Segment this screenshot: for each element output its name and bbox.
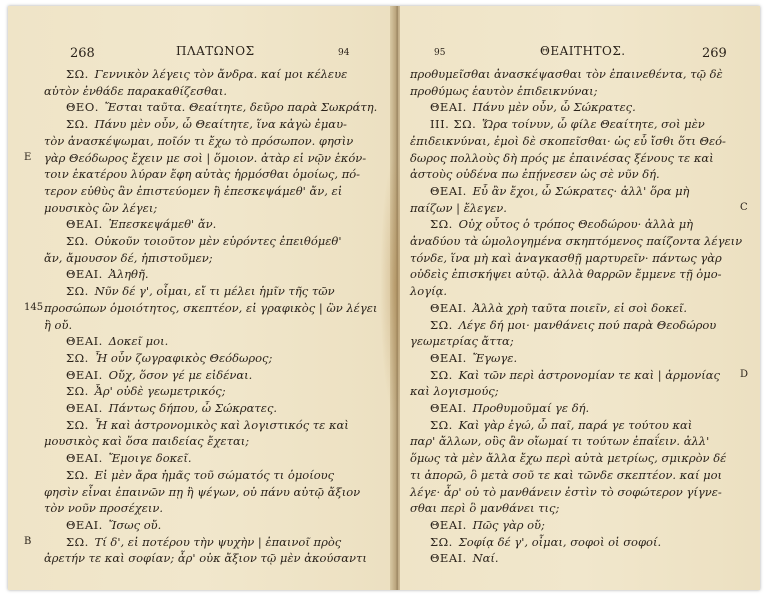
- text-line: [410, 467, 722, 483]
- speaker-label: ΣΩ.: [66, 534, 89, 549]
- line-text: ἀρετήν τε καὶ σοφίαν; ἆρ' οὐκ ἄξιον τῷ μὲν ἀκούσαντι: [44, 551, 367, 566]
- text-line: [66, 233, 342, 249]
- text-line: [430, 99, 636, 115]
- speaker-label: ΘΕΑΙ.: [430, 100, 467, 115]
- text-line: [66, 534, 341, 550]
- text-line: [66, 367, 252, 383]
- line-text: Νῦν δέ γ', οἶμαι, εἴ τι μέλει ἡμῖν τῆς τῶν: [94, 284, 335, 299]
- line-text: τερον εὐθὺς ἂν ἐπιστεύομεν ἢ ἐπεσκεψάμεθ' ἄν, εἰ: [44, 183, 343, 198]
- speaker-label: ΣΩ.: [66, 417, 89, 432]
- margin-marker: E: [24, 151, 32, 163]
- text-line: [44, 433, 249, 449]
- text-line: [430, 317, 716, 333]
- speaker-label: ΣΩ.: [66, 234, 89, 248]
- stephanus-number: 94: [338, 48, 350, 58]
- text-line: [430, 417, 692, 433]
- margin-marker: 145: [24, 301, 44, 313]
- line-text: Ἆρ' οὐδὲ γεωμετρικός;: [94, 384, 226, 399]
- line-text: Ἔσται ταῦτα. Θεαίτητε, δεῦρο παρὰ Σωκράτη.: [104, 100, 378, 115]
- speaker-label: ΘΕΟ.: [66, 100, 99, 115]
- margin-marker: D: [740, 368, 749, 380]
- speaker-label: ΘΕΑΙ.: [66, 451, 103, 466]
- running-header: ΠΛΑΤΩΝΟΣ: [176, 44, 255, 58]
- text-line: [410, 484, 722, 500]
- text-line: [430, 350, 517, 366]
- line-text: ἢ οὔ.: [44, 317, 73, 332]
- text-line: [44, 500, 163, 516]
- text-line: [410, 233, 742, 249]
- line-text: καὶ λογισμούς;: [410, 384, 499, 399]
- line-text: αὐτὸν ἐνθάδε παρακαθίζεσθαι.: [44, 83, 227, 98]
- speaker-label: ΘΕΑΙ.: [66, 517, 103, 532]
- text-line: [66, 450, 192, 466]
- speaker-label: ΘΕΑΙ.: [66, 217, 103, 232]
- speaker-label: ΣΩ.: [430, 367, 453, 382]
- line-text: Ἀλλὰ χρὴ ταῦτα ποιεῖν, εἰ σοὶ δοκεῖ.: [472, 300, 688, 315]
- line-text: μουσικὸς ὢν λέγει;: [44, 200, 158, 215]
- text-line: [66, 517, 161, 533]
- text-line: [410, 250, 722, 266]
- line-text: Πάνυ μὲν οὖν, ὦ Θεαίτητε, ἵνα κἀγὼ ἐμαυ-: [94, 117, 347, 132]
- text-line: [44, 200, 157, 216]
- line-text: τι ἀπορῶ, ὃ μετὰ σοῦ τε καὶ τῶνδε σκεπτέον. καί μοι: [410, 467, 723, 482]
- speaker-label: ΣΩ.: [66, 384, 89, 399]
- line-text: Ὥρα τοίνυν, ὦ φίλε Θεαίτητε, σοὶ μὲν: [482, 117, 705, 132]
- text-line: [66, 400, 277, 416]
- text-line: [66, 216, 216, 232]
- text-line: [66, 283, 335, 299]
- text-line: [430, 400, 589, 416]
- text-line: [410, 266, 722, 282]
- line-text: Ἐπεσκεψάμεθ' ἄν.: [108, 217, 217, 232]
- line-text: Πάνυ μὲν οὖν, ὦ Σώκρατες.: [472, 100, 636, 115]
- line-text: Ἦ καὶ ἀστρονομικὸς καὶ λογιστικός τε καὶ: [94, 417, 349, 432]
- speaker-label: ΙΙΙ. ΣΩ.: [430, 117, 477, 132]
- line-text: ἐπιδεικνύναι, ἐμοὶ δὲ σκοπεῖσθαι· ὡς εὖ ἴσθι ὅτι Θεό-: [410, 133, 726, 148]
- line-text: Προθυμοῦμαί γε δή.: [472, 401, 590, 415]
- text-line: [44, 550, 367, 566]
- line-text: Οὐχ οὗτος ὁ τρόπος Θεοδώρου· ἀλλὰ μὴ: [458, 217, 694, 232]
- text-line: [410, 333, 514, 349]
- line-text: Γεννικὸν λέγεις τὸν ἄνδρα. καί μοι κέλευε: [94, 67, 348, 81]
- line-text: τοιν ἑκατέρου λύραν ἔφη αὐτὰς ἡρμόσθαι ὁμοίως, πό-: [44, 167, 361, 182]
- line-text: τὸν νοῦν προσέχειν.: [44, 501, 164, 516]
- line-text: Ἴσως οὔ.: [108, 517, 162, 532]
- line-text: Πῶς γὰρ οὔ;: [472, 517, 545, 532]
- margin-marker: B: [24, 535, 32, 547]
- left-page: [8, 6, 392, 590]
- text-line: [44, 166, 360, 182]
- text-line: [66, 66, 347, 82]
- line-text: γὰρ Θεόδωρος ἔχειν με σοὶ | ὅμοιον. ἀτὰρ εἰ νῷν ἑκόν-: [44, 150, 367, 165]
- page-number: 268: [70, 46, 95, 61]
- stephanus-number: 95: [434, 48, 446, 58]
- line-text: παίζων | ἔλεγεν.: [410, 200, 507, 215]
- open-book: [8, 6, 760, 590]
- speaker-label: ΘΕΑΙ.: [430, 300, 467, 315]
- text-line: [44, 133, 353, 149]
- speaker-label: ΣΩ.: [430, 417, 453, 432]
- speaker-label: ΣΩ.: [66, 467, 89, 482]
- text-line: [430, 517, 545, 533]
- text-line: [410, 166, 660, 182]
- speaker-label: ΣΩ.: [66, 284, 89, 299]
- line-text: ὅμως τὰ μὲν ἄλλα ἔχω περὶ αὐτὰ μετρίως, σμικρὸν δέ: [410, 451, 727, 466]
- speaker-label: ΣΩ.: [430, 534, 453, 549]
- line-text: Λέγε δή μοι· μανθάνεις πού παρὰ Θεοδώρου: [458, 317, 717, 332]
- line-text: τόνδε, ἵνα μὴ καὶ ἀναγκασθῇ μαρτυρεῖν· πάντως γὰρ: [410, 250, 722, 265]
- line-text: Εἰ μὲν ἄρα ἡμᾶς τοῦ σώματός τι ὁμοίους: [94, 467, 335, 482]
- margin-marker: C: [740, 201, 748, 213]
- text-line: [410, 150, 714, 166]
- speaker-label: ΘΕΑΙ.: [430, 350, 467, 365]
- text-line: [430, 550, 499, 566]
- text-line: [410, 500, 559, 516]
- text-line: [430, 116, 705, 132]
- line-text: προθύμως ἑαυτὸν ἐπιδεικνύναι;: [410, 83, 598, 98]
- page-number: 269: [702, 46, 727, 61]
- speaker-label: ΘΕΑΙ.: [430, 551, 467, 566]
- line-text: μουσικὸς καὶ ὅσα παιδείας ἔχεται;: [44, 434, 250, 449]
- speaker-label: ΘΕΑΙ.: [66, 401, 103, 415]
- text-line: [66, 116, 347, 132]
- line-text: σθαι περὶ ὃ μανθάνει τις;: [410, 501, 560, 516]
- line-text: Ἔμοιγε δοκεῖ.: [108, 451, 192, 466]
- speaker-label: ΣΩ.: [66, 117, 89, 132]
- line-text: Σοφίᾳ δέ γ', οἶμαι, σοφοὶ οἱ σοφοί.: [458, 534, 662, 549]
- speaker-label: ΣΩ.: [430, 217, 453, 232]
- text-line: [66, 383, 226, 399]
- right-page: [400, 6, 760, 590]
- line-text: προθυμεῖσθαι ἀνασκέψασθαι τὸν ἐπαινεθέντα, τῷ δὲ: [410, 67, 723, 81]
- text-line: [410, 133, 726, 149]
- text-line: [66, 266, 149, 282]
- line-text: οὐδεὶς ἐπισκήψει αὐτῷ. ἀλλὰ θαρρῶν ἔμμενε τῇ ὁμο-: [410, 267, 722, 282]
- text-line: [430, 216, 693, 232]
- speaker-label: ΘΕΑΙ.: [66, 267, 103, 282]
- line-text: Οὔχ, ὅσον γέ με εἰδέναι.: [108, 367, 253, 382]
- line-text: λογίᾳ.: [410, 284, 448, 299]
- text-line: [66, 99, 377, 115]
- line-text: παρ' ἄλλων, οὓς ἂν οἴωμαί τι τούτων ἐπαΐειν. ἀλλ': [410, 434, 710, 449]
- line-text: Οὐκοῦν τοιοῦτον μὲν εὑρόντες ἐπειθόμεθ': [94, 234, 342, 248]
- text-line: [410, 383, 499, 399]
- line-text: ἄν, ἄμουσον δέ, ἠπιστοῦμεν;: [44, 250, 213, 265]
- running-header: ΘΕΑΙΤΗΤΟΣ.: [540, 44, 626, 58]
- line-text: τὸν ἀνασκέψωμαι, ποῖόν τι ἔχω τὸ πρόσωπον. φησὶν: [44, 133, 354, 148]
- line-text: λέγε· ἆρ' οὐ τὸ μανθάνειν ἐστὶν τὸ σοφώτερον γίγνε-: [410, 484, 722, 499]
- line-text: Ἔγωγε.: [472, 350, 518, 365]
- line-text: Εὖ ἂν ἔχοι, ὦ Σώκρατες· ἀλλ' ὅρα μὴ: [472, 183, 690, 198]
- text-line: [44, 183, 342, 199]
- line-text: Καὶ γὰρ ἐγώ, ὦ παῖ, παρά γε τούτου καὶ: [458, 417, 693, 432]
- text-line: [44, 317, 72, 333]
- line-text: Δοκεῖ μοι.: [108, 334, 169, 349]
- line-text: προσώπων ὁμοιότητος, σκεπτέον, εἰ γραφικὸς | ὢν λέγει: [44, 300, 378, 315]
- text-line: [410, 66, 723, 82]
- line-text: Πάντως δήπου, ὦ Σώκρατες.: [108, 401, 278, 415]
- text-line: [44, 250, 213, 266]
- line-text: Τί δ', εἰ ποτέρου τὴν ψυχὴν | ἐπαινοῖ πρὸς: [94, 534, 342, 549]
- speaker-label: ΘΕΑΙ.: [66, 334, 103, 349]
- text-line: [66, 417, 349, 433]
- text-line: [430, 367, 720, 383]
- text-line: [410, 433, 709, 449]
- text-line: [44, 484, 360, 500]
- line-text: φησὶν εἶναι ἐπαινῶν πῃ ἢ ψέγων, οὐ πάνυ αὐτῷ ἄξιον: [44, 484, 361, 499]
- speaker-label: ΣΩ.: [66, 67, 89, 81]
- speaker-label: ΘΕΑΙ.: [66, 367, 103, 382]
- line-text: ἀναδύου τὰ ὡμολογημένα σκηπτόμενος παίζοντα λέγειν: [410, 234, 743, 248]
- text-line: [66, 350, 272, 366]
- line-text: ἀστοὺς οὐδένα πω ἐπῄνεσεν ὡς σὲ νῦν δή.: [410, 167, 660, 182]
- text-line: [430, 534, 661, 550]
- text-line: [66, 333, 168, 349]
- speaker-label: ΣΩ.: [66, 350, 89, 365]
- text-line: [430, 183, 689, 199]
- text-line: [430, 300, 687, 316]
- speaker-label: ΘΕΑΙ.: [430, 517, 467, 532]
- text-line: [410, 83, 597, 99]
- line-text: Ἀληθῆ.: [108, 267, 149, 282]
- line-text: γεωμετρίας ἄττα;: [410, 334, 514, 349]
- line-text: δωρος πολλοὺς δὴ πρός με ἐπαινέσας ξένους τε καὶ: [410, 150, 714, 165]
- text-line: [410, 450, 726, 466]
- text-line: [410, 200, 507, 216]
- line-text: Καὶ τῶν περὶ ἀστρονομίαν τε καὶ | ἁρμονίας: [458, 367, 720, 382]
- text-line: [44, 83, 227, 99]
- text-line: [44, 300, 377, 316]
- text-line: [66, 467, 334, 483]
- line-text: Ἦ οὖν ζωγραφικὸς Θεόδωρος;: [94, 350, 273, 365]
- speaker-label: ΘΕΑΙ.: [430, 183, 467, 198]
- speaker-label: ΘΕΑΙ.: [430, 401, 467, 415]
- line-text: Ναί.: [472, 551, 499, 566]
- text-line: [44, 150, 366, 166]
- text-line: [410, 283, 447, 299]
- speaker-label: ΣΩ.: [430, 317, 453, 332]
